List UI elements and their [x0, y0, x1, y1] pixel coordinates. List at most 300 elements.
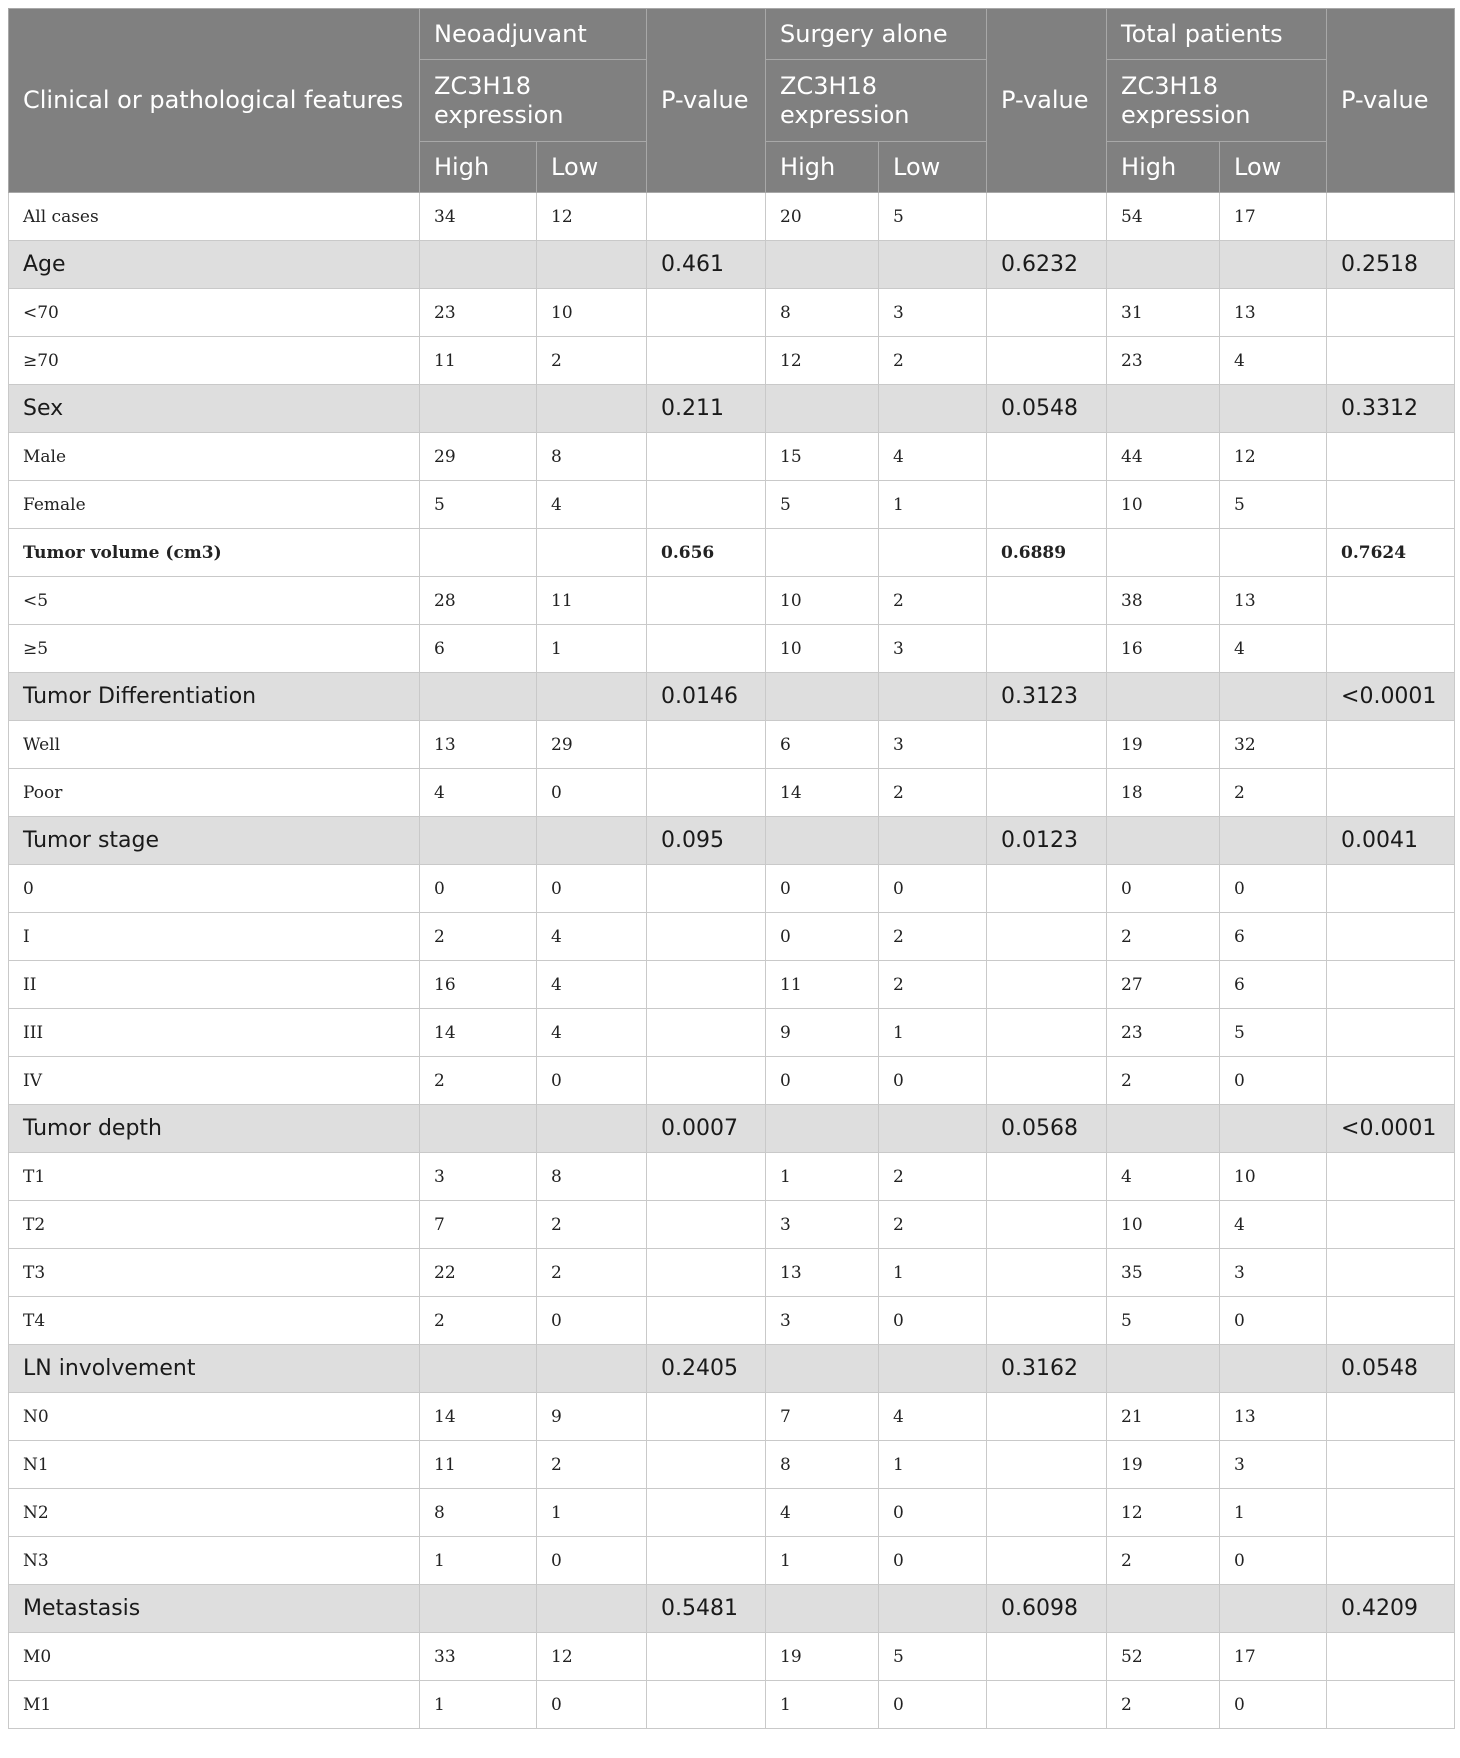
- table-cell: [766, 241, 879, 289]
- table-cell: 4: [1107, 1153, 1220, 1201]
- table-cell: [987, 1201, 1107, 1249]
- table-cell: 4: [766, 1489, 879, 1537]
- table-cell: [987, 1537, 1107, 1585]
- table-row: [9, 1633, 1455, 1681]
- table-cell: 0: [879, 1537, 987, 1585]
- row-label-cell: T3: [9, 1249, 420, 1297]
- table-cell: 0.0568: [987, 1105, 1107, 1153]
- table-cell: 0.095: [647, 817, 766, 865]
- table-cell: [766, 385, 879, 433]
- table-cell: 5: [1220, 481, 1327, 529]
- table-cell: [1107, 673, 1220, 721]
- table-cell: 0: [1220, 1681, 1327, 1729]
- row-label-cell: M1: [9, 1681, 420, 1729]
- table-cell: 5: [420, 481, 537, 529]
- section-row: [9, 241, 1455, 289]
- row-label-cell: Tumor volume (cm3): [9, 529, 420, 577]
- table-cell: <0.0001: [1327, 673, 1455, 721]
- table-cell: [987, 1009, 1107, 1057]
- table-cell: 6: [766, 721, 879, 769]
- table-cell: 1: [766, 1153, 879, 1201]
- table-cell: 2: [420, 913, 537, 961]
- table-cell: 17: [1220, 193, 1327, 241]
- table-cell: 19: [1107, 721, 1220, 769]
- table-cell: [647, 1441, 766, 1489]
- table-cell: [647, 1393, 766, 1441]
- table-cell: 10: [1220, 1153, 1327, 1201]
- table-row: [9, 865, 1455, 913]
- table-cell: 16: [420, 961, 537, 1009]
- table-row: [9, 1009, 1455, 1057]
- table-cell: [766, 1585, 879, 1633]
- table-cell: 0: [1220, 865, 1327, 913]
- table-cell: [420, 241, 537, 289]
- table-cell: [987, 433, 1107, 481]
- table-cell: 3: [879, 721, 987, 769]
- table-cell: [1107, 1585, 1220, 1633]
- table-cell: 5: [766, 481, 879, 529]
- table-row: [9, 433, 1455, 481]
- table-cell: 2: [879, 1153, 987, 1201]
- table-cell: [987, 1633, 1107, 1681]
- row-label-cell: M0: [9, 1633, 420, 1681]
- table-cell: 0: [879, 1681, 987, 1729]
- row-label-cell: T4: [9, 1297, 420, 1345]
- table-cell: 38: [1107, 577, 1220, 625]
- pvalue-header-total-patients: P-value: [1327, 9, 1455, 193]
- table-cell: 1: [420, 1537, 537, 1585]
- row-label-cell: I: [9, 913, 420, 961]
- table-cell: 4: [879, 1393, 987, 1441]
- row-label-cell: Tumor Differentiation: [9, 673, 420, 721]
- row-label-cell: T2: [9, 1201, 420, 1249]
- table-cell: [647, 1489, 766, 1537]
- table-cell: 0.0041: [1327, 817, 1455, 865]
- table-cell: [647, 1681, 766, 1729]
- table-cell: 0.4209: [1327, 1585, 1455, 1633]
- table-cell: [987, 1489, 1107, 1537]
- table-cell: [1220, 817, 1327, 865]
- table-cell: 0: [879, 865, 987, 913]
- table-cell: 27: [1107, 961, 1220, 1009]
- section-row: [9, 529, 1455, 577]
- table-cell: 13: [766, 1249, 879, 1297]
- table-cell: 1: [766, 1537, 879, 1585]
- table-cell: 2: [879, 913, 987, 961]
- table-cell: [879, 1585, 987, 1633]
- table-cell: 0.211: [647, 385, 766, 433]
- table-cell: 13: [1220, 577, 1327, 625]
- table-cell: 2: [537, 1249, 647, 1297]
- table-cell: [1220, 673, 1327, 721]
- table-cell: 13: [1220, 1393, 1327, 1441]
- table-cell: [647, 1297, 766, 1345]
- table-cell: 8: [420, 1489, 537, 1537]
- table-cell: [647, 289, 766, 337]
- expression-header-total-patients: ZC3H18 expression: [1107, 60, 1327, 142]
- row-label-cell: IV: [9, 1057, 420, 1105]
- table-cell: 9: [766, 1009, 879, 1057]
- table-cell: 4: [537, 481, 647, 529]
- table-cell: 7: [766, 1393, 879, 1441]
- section-row: [9, 385, 1455, 433]
- table-cell: 0: [1220, 1057, 1327, 1105]
- table-cell: [647, 433, 766, 481]
- table-cell: 4: [1220, 337, 1327, 385]
- section-row: [9, 1585, 1455, 1633]
- row-label-cell: Age: [9, 241, 420, 289]
- table-cell: 0: [537, 1297, 647, 1345]
- table-cell: 4: [420, 769, 537, 817]
- table-cell: [647, 481, 766, 529]
- table-cell: [647, 1249, 766, 1297]
- table-cell: [1327, 193, 1455, 241]
- table-cell: [1220, 1585, 1327, 1633]
- table-row: [9, 1297, 1455, 1345]
- table-cell: 22: [420, 1249, 537, 1297]
- table-cell: 29: [420, 433, 537, 481]
- table-cell: [647, 1537, 766, 1585]
- row-label-cell: 0: [9, 865, 420, 913]
- table-cell: 0.7624: [1327, 529, 1455, 577]
- table-header: [9, 9, 1455, 193]
- table-cell: [647, 769, 766, 817]
- table-cell: [420, 1105, 537, 1153]
- table-cell: 0.6098: [987, 1585, 1107, 1633]
- clinical-features-table: [8, 8, 1455, 1729]
- features-column-header: Clinical or pathological features: [9, 9, 420, 193]
- table-cell: [879, 1345, 987, 1393]
- table-cell: [1107, 817, 1220, 865]
- row-label-cell: N3: [9, 1537, 420, 1585]
- table-cell: 3: [420, 1153, 537, 1201]
- table-cell: [1327, 1249, 1455, 1297]
- row-label-cell: N1: [9, 1441, 420, 1489]
- table-cell: [766, 1105, 879, 1153]
- table-cell: 17: [1220, 1633, 1327, 1681]
- table-cell: [647, 865, 766, 913]
- table-cell: 0: [537, 769, 647, 817]
- table-cell: [537, 241, 647, 289]
- table-cell: 7: [420, 1201, 537, 1249]
- table-cell: 8: [766, 289, 879, 337]
- section-row: [9, 1345, 1455, 1393]
- table-cell: 2: [537, 1201, 647, 1249]
- row-label-cell: ≥70: [9, 337, 420, 385]
- expression-header-surgery-alone: ZC3H18 expression: [766, 60, 987, 142]
- table-cell: [647, 1009, 766, 1057]
- table-cell: [987, 1057, 1107, 1105]
- table-cell: 2: [420, 1057, 537, 1105]
- table-cell: [647, 721, 766, 769]
- table-cell: 6: [420, 625, 537, 673]
- section-row: [9, 817, 1455, 865]
- table-cell: 0: [420, 865, 537, 913]
- table-cell: 16: [1107, 625, 1220, 673]
- table-cell: 33: [420, 1633, 537, 1681]
- table-cell: [1107, 385, 1220, 433]
- table-cell: [1220, 241, 1327, 289]
- table-row: [9, 1153, 1455, 1201]
- table-cell: 0.2405: [647, 1345, 766, 1393]
- table-cell: 8: [537, 433, 647, 481]
- table-cell: 0.461: [647, 241, 766, 289]
- table-cell: [1327, 625, 1455, 673]
- table-cell: 19: [766, 1633, 879, 1681]
- table-cell: [420, 1585, 537, 1633]
- table-cell: [647, 337, 766, 385]
- table-cell: [987, 337, 1107, 385]
- table-cell: [420, 673, 537, 721]
- table-cell: [647, 1057, 766, 1105]
- table-row: [9, 1681, 1455, 1729]
- table-row: [9, 193, 1455, 241]
- table-cell: 0: [766, 1057, 879, 1105]
- table-cell: 0: [1107, 865, 1220, 913]
- row-label-cell: Female: [9, 481, 420, 529]
- table-cell: 1: [537, 625, 647, 673]
- table-cell: 20: [766, 193, 879, 241]
- table-cell: [1220, 529, 1327, 577]
- group-header-neoadjuvant: Neoadjuvant: [420, 9, 647, 60]
- high-header-total-patients: High: [1107, 142, 1220, 193]
- row-label-cell: <70: [9, 289, 420, 337]
- table-cell: 2: [879, 1201, 987, 1249]
- table-cell: 0: [537, 1057, 647, 1105]
- table-cell: 44: [1107, 433, 1220, 481]
- table-cell: 6: [1220, 961, 1327, 1009]
- table-cell: [1107, 529, 1220, 577]
- table-cell: [1107, 1345, 1220, 1393]
- table-cell: 0: [766, 913, 879, 961]
- row-label-cell: Poor: [9, 769, 420, 817]
- table-cell: [879, 673, 987, 721]
- table-cell: 10: [1107, 481, 1220, 529]
- table-cell: 2: [537, 1441, 647, 1489]
- table-cell: [647, 1153, 766, 1201]
- table-cell: [766, 673, 879, 721]
- table-cell: [420, 385, 537, 433]
- table-cell: 0.5481: [647, 1585, 766, 1633]
- table-cell: 19: [1107, 1441, 1220, 1489]
- table-row: [9, 913, 1455, 961]
- table-cell: 0: [879, 1297, 987, 1345]
- high-header-surgery-alone: High: [766, 142, 879, 193]
- table-row: [9, 1057, 1455, 1105]
- table-cell: 8: [766, 1441, 879, 1489]
- table-cell: 2: [420, 1297, 537, 1345]
- table-cell: [1327, 1681, 1455, 1729]
- table-cell: [766, 817, 879, 865]
- table-cell: 5: [879, 193, 987, 241]
- table-cell: [420, 1345, 537, 1393]
- table-cell: 0: [1220, 1297, 1327, 1345]
- table-cell: [647, 193, 766, 241]
- table-cell: [1327, 1201, 1455, 1249]
- table-cell: 4: [879, 433, 987, 481]
- table-cell: 0.3312: [1327, 385, 1455, 433]
- table-cell: 8: [537, 1153, 647, 1201]
- table-cell: [879, 1105, 987, 1153]
- table-row: [9, 577, 1455, 625]
- table-cell: 0.0146: [647, 673, 766, 721]
- table-body: [9, 193, 1455, 1729]
- table-cell: 1: [766, 1681, 879, 1729]
- table-cell: [1327, 1057, 1455, 1105]
- table-cell: 35: [1107, 1249, 1220, 1297]
- table-cell: [1327, 1537, 1455, 1585]
- table-cell: [1327, 913, 1455, 961]
- table-cell: 5: [879, 1633, 987, 1681]
- table-cell: 0: [766, 865, 879, 913]
- table-cell: 5: [1220, 1009, 1327, 1057]
- table-cell: [879, 241, 987, 289]
- table-cell: 10: [537, 289, 647, 337]
- table-cell: [647, 1633, 766, 1681]
- table-cell: [1327, 1633, 1455, 1681]
- pvalue-header-neoadjuvant: P-value: [647, 9, 766, 193]
- table-cell: [1220, 1105, 1327, 1153]
- table-cell: [1327, 1297, 1455, 1345]
- table-cell: 5: [1107, 1297, 1220, 1345]
- table-cell: [987, 1681, 1107, 1729]
- table-cell: 12: [1107, 1489, 1220, 1537]
- table-cell: [1327, 337, 1455, 385]
- table-cell: [987, 769, 1107, 817]
- low-header-neoadjuvant: Low: [537, 142, 647, 193]
- table-cell: 23: [1107, 1009, 1220, 1057]
- table-cell: 12: [766, 337, 879, 385]
- table-cell: 13: [420, 721, 537, 769]
- table-cell: 32: [1220, 721, 1327, 769]
- table-cell: [987, 865, 1107, 913]
- row-label-cell: Well: [9, 721, 420, 769]
- table-cell: [1327, 289, 1455, 337]
- table-cell: 54: [1107, 193, 1220, 241]
- table-cell: 0.6232: [987, 241, 1107, 289]
- table-cell: [537, 817, 647, 865]
- table-cell: 0: [1220, 1537, 1327, 1585]
- table-cell: [1220, 385, 1327, 433]
- table-cell: 1: [879, 1009, 987, 1057]
- table-cell: 34: [420, 193, 537, 241]
- table-cell: 3: [1220, 1249, 1327, 1297]
- table-cell: 0.6889: [987, 529, 1107, 577]
- table-cell: [647, 625, 766, 673]
- low-header-surgery-alone: Low: [879, 142, 987, 193]
- table-cell: [987, 913, 1107, 961]
- row-label-cell: <5: [9, 577, 420, 625]
- table-cell: 12: [537, 193, 647, 241]
- table-cell: 10: [1107, 1201, 1220, 1249]
- table-cell: [987, 1153, 1107, 1201]
- table-cell: [420, 529, 537, 577]
- table-cell: 23: [1107, 337, 1220, 385]
- table-cell: 0.0123: [987, 817, 1107, 865]
- table-cell: [1327, 1393, 1455, 1441]
- table-row: [9, 1489, 1455, 1537]
- high-header-neoadjuvant: High: [420, 142, 537, 193]
- table-cell: <0.0001: [1327, 1105, 1455, 1153]
- pvalue-header-surgery-alone: P-value: [987, 9, 1107, 193]
- table-cell: [987, 577, 1107, 625]
- table-cell: 4: [537, 961, 647, 1009]
- table-cell: 11: [766, 961, 879, 1009]
- low-header-total-patients: Low: [1220, 142, 1327, 193]
- table-cell: [766, 1345, 879, 1393]
- table-cell: [537, 1345, 647, 1393]
- row-label-cell: N2: [9, 1489, 420, 1537]
- table-row: [9, 769, 1455, 817]
- table-cell: [1327, 481, 1455, 529]
- table-cell: [647, 913, 766, 961]
- table-cell: 4: [537, 913, 647, 961]
- table-cell: [647, 961, 766, 1009]
- table-cell: [537, 1105, 647, 1153]
- table-cell: 0.3123: [987, 673, 1107, 721]
- table-cell: 0: [879, 1489, 987, 1537]
- table-cell: 10: [766, 577, 879, 625]
- table-cell: 0.2518: [1327, 241, 1455, 289]
- table-cell: [1327, 1153, 1455, 1201]
- table-cell: [1220, 1345, 1327, 1393]
- table-cell: 2: [1107, 1537, 1220, 1585]
- table-cell: 12: [537, 1633, 647, 1681]
- table-cell: [647, 577, 766, 625]
- row-label-cell: All cases: [9, 193, 420, 241]
- table-cell: 28: [420, 577, 537, 625]
- table-cell: 2: [879, 769, 987, 817]
- table-cell: [987, 193, 1107, 241]
- table-cell: [1327, 577, 1455, 625]
- table-cell: [987, 289, 1107, 337]
- table-cell: 3: [879, 625, 987, 673]
- table-cell: [537, 673, 647, 721]
- table-row: [9, 481, 1455, 529]
- row-label-cell: T1: [9, 1153, 420, 1201]
- table-cell: 0.0548: [1327, 1345, 1455, 1393]
- table-row: [9, 1201, 1455, 1249]
- table-cell: 1: [879, 1249, 987, 1297]
- table-cell: 0.0007: [647, 1105, 766, 1153]
- table-cell: [1107, 1105, 1220, 1153]
- table-cell: 3: [766, 1201, 879, 1249]
- table-row: [9, 721, 1455, 769]
- table-cell: 2: [879, 337, 987, 385]
- table-cell: [987, 721, 1107, 769]
- table-cell: 13: [1220, 289, 1327, 337]
- table-cell: 4: [1220, 625, 1327, 673]
- table-cell: 2: [879, 577, 987, 625]
- table-cell: 6: [1220, 913, 1327, 961]
- table-cell: 0: [879, 1057, 987, 1105]
- table-cell: 15: [766, 433, 879, 481]
- table-cell: [1107, 241, 1220, 289]
- table-row: [9, 961, 1455, 1009]
- table-cell: 2: [1107, 913, 1220, 961]
- table-cell: [1327, 721, 1455, 769]
- table-cell: [1327, 433, 1455, 481]
- table-cell: 1: [1220, 1489, 1327, 1537]
- table-cell: [987, 1441, 1107, 1489]
- row-label-cell: Tumor depth: [9, 1105, 420, 1153]
- group-header-total-patients: Total patients: [1107, 9, 1327, 60]
- row-label-cell: LN involvement: [9, 1345, 420, 1393]
- table-cell: 3: [879, 289, 987, 337]
- table-cell: 14: [420, 1009, 537, 1057]
- table-cell: [1327, 1489, 1455, 1537]
- table-cell: 11: [537, 577, 647, 625]
